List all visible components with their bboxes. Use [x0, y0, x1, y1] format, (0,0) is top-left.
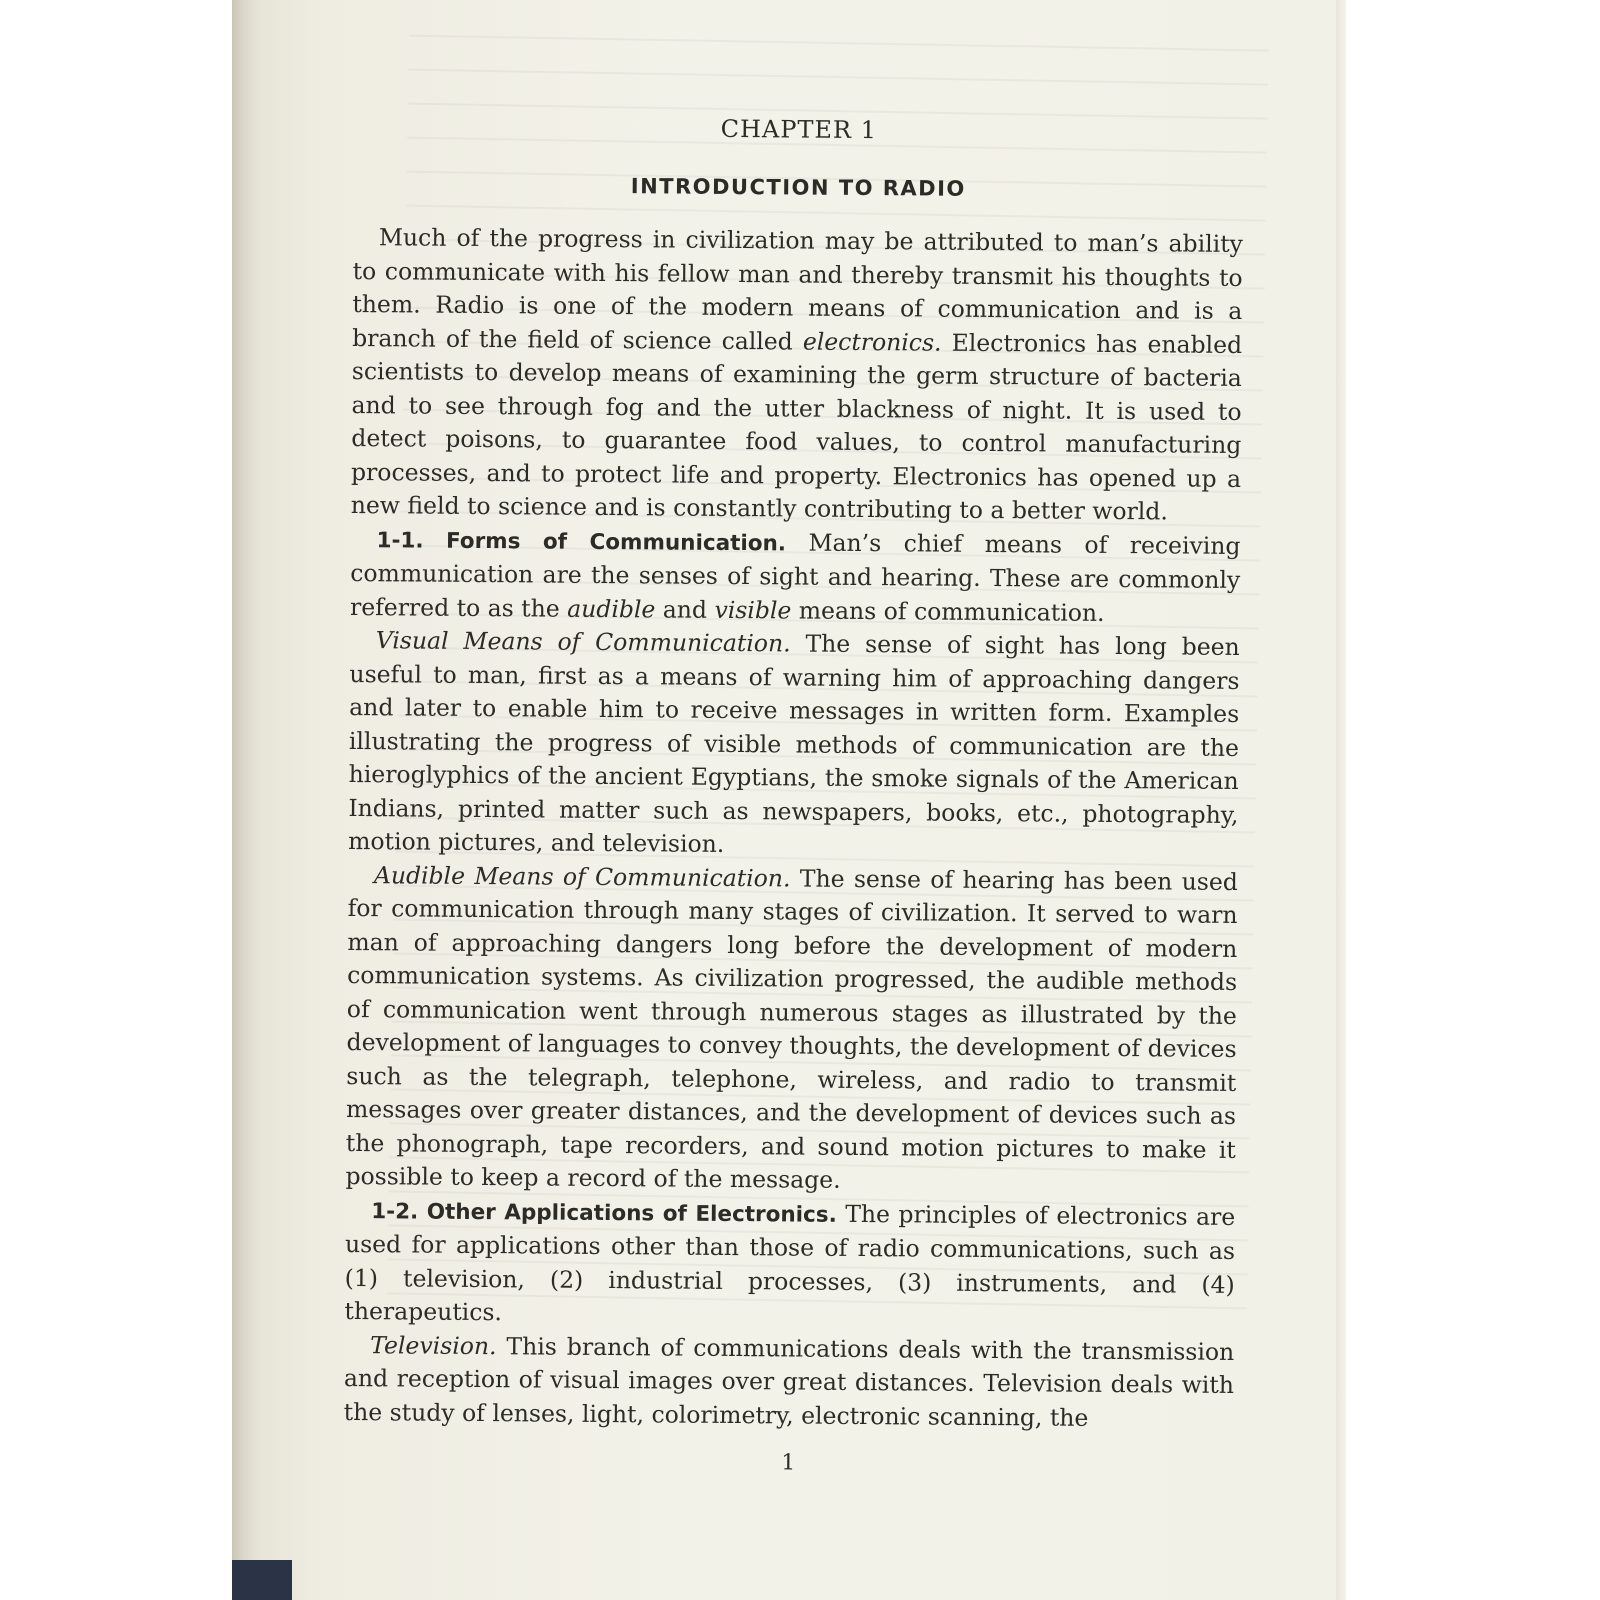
visual-means-text: The sense of sight has long been useful to man, first as a means of warning him of approaching dangers and later to enable him to receive messages in written form. Examples illustrating the progress of visible methods of communication are the hieroglyphics of the ancient Egyptians, the smoke signals of the American Indians, printed matter such as newspapers, books, etc., photography, motion pictures, and television.	[348, 629, 1240, 858]
television-text: This branch of communications deals with the transmission and reception of visual images over great distances. Television deals with the study of lenses, light, colorimetry, electronic scanning, the	[343, 1331, 1235, 1432]
section-1-1-paragraph	[350, 522, 1241, 630]
section-1-1-text-1: Man’s chief means of receiving communication are the senses of sight and hearing. These are commonly referred to as the	[349, 527, 1241, 623]
chapter-number: CHAPTER 1	[720, 114, 878, 145]
audible-means-heading: Audible Means of Communication.	[373, 860, 791, 892]
page-fore-edge	[1336, 0, 1346, 1600]
intro-emphasis-electronics: electronics.	[802, 327, 942, 357]
intro-text-1: Much of the progress in civilization may be attributed to man’s ability to communicate with his fellow man and thereby transmit his thoughts to them. Radio is one of the modern means of communication and is a branch of the field of science called	[352, 223, 1244, 356]
visual-means-paragraph	[348, 624, 1240, 865]
section-1-2-paragraph	[344, 1193, 1235, 1335]
section-1-1-text-3: means of communication.	[791, 595, 1105, 627]
section-1-1-text-2: and	[655, 594, 715, 624]
television-paragraph	[344, 1328, 1235, 1435]
audible-means-paragraph	[345, 858, 1238, 1200]
book-page	[258, 0, 1338, 1600]
section-1-1-emphasis-visible: visible	[714, 595, 792, 624]
cover-corner	[232, 1560, 292, 1600]
television-heading: Television.	[370, 1330, 497, 1360]
intro-text-2: Electronics has enabled scientists to develop means of examining the germ structure of bacteria and to see through fog and the utter blackness of night. It is used to detect poisons, to guarantee food values, to control manufacturing processes, and to protect life and property. Electronics has opened up a new field to science and is constantly contributing to a better world.	[350, 328, 1243, 526]
section-1-2-text: The principles of electronics are used for applications other than those of radio communications, such as (1) television, (2) industrial processes, (3) instruments, and (4) therapeutics.	[344, 1199, 1236, 1327]
section-1-1-heading: 1-1. Forms of Communication.	[376, 527, 787, 556]
section-1-2-heading: 1-2. Other Applications of Electronics.	[371, 1198, 837, 1228]
intro-paragraph	[351, 221, 1243, 529]
section-1-1-emphasis-audible: audible	[567, 594, 656, 623]
chapter-title: INTRODUCTION TO RADIO	[630, 173, 966, 201]
page-content	[343, 100, 1244, 1483]
page-number: 1	[781, 1450, 796, 1476]
visual-means-heading: Visual Means of Communication.	[375, 626, 791, 658]
audible-means-text: The sense of hearing has been used for communication through many stages of civilization. It served to warn man of approaching dangers long before the development of modern communication systems. As civilization progressed, the audible methods of communication went through numerous stages as illustrated by the development of languages to convey thoughts, the development of devices such as the telegraph, telephone, wireless, and radio to transmit messages over greater distances, and the development of devices such as the phonograph, tape recorders, and sound motion pictures to make it possible to keep a record of the message.	[345, 863, 1238, 1194]
